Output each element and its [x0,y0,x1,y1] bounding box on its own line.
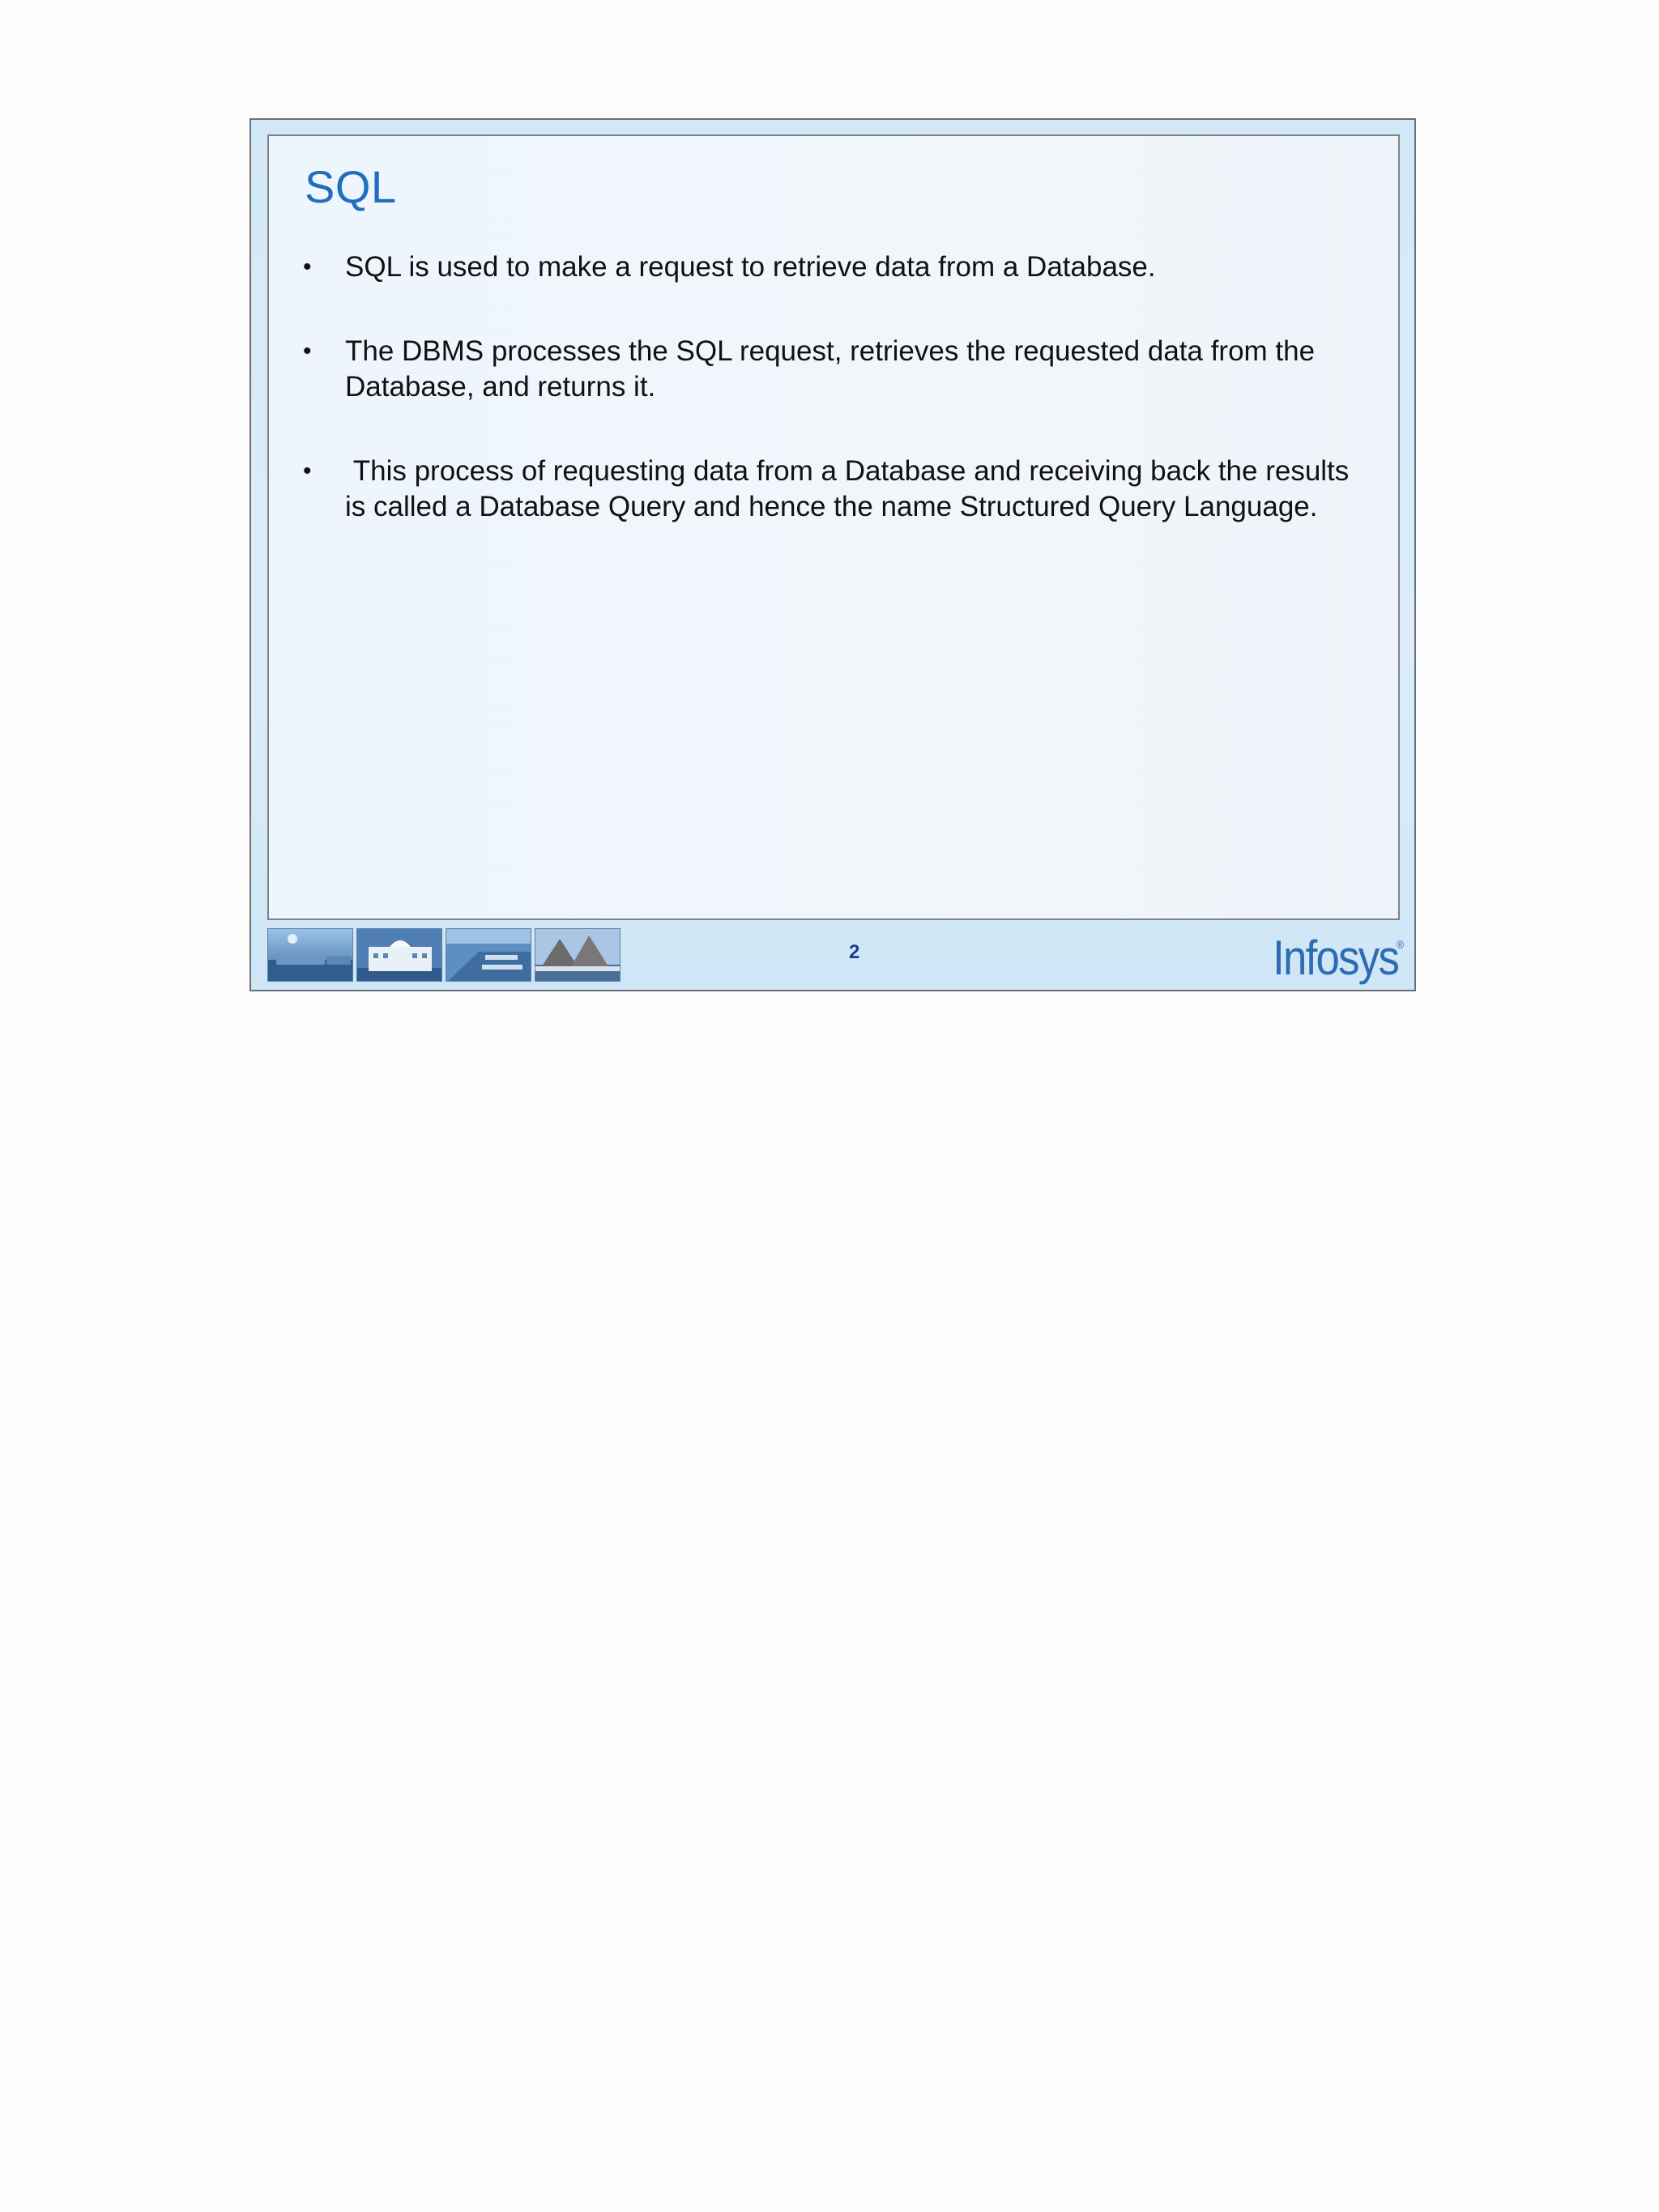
slide-title: SQL [305,161,397,212]
bullet-text: The DBMS processes the SQL request, retrieves the requested data from the Database, and returns it. [345,335,1316,403]
bullet-marker: • [303,254,312,280]
bullet-item [303,454,1364,525]
slide [249,118,1416,991]
pyramid-roof-building-photo [535,928,621,982]
bullet-marker: • [303,458,312,484]
slide-footer [267,927,1403,985]
bullet-marker: • [303,338,312,364]
bullet-item [303,249,1364,285]
page-number: 2 [849,941,860,963]
bullet-text: SQL is used to make a request to retrieve data from a Database. [345,251,1156,283]
registered-mark: ® [1396,938,1403,951]
bullet-text: This process of requesting data from a Database and receiving back the results is called a Database Query and hence the name Structured Query Language. [345,455,1358,522]
bullet-list [303,249,1364,573]
slide-content-area [267,134,1400,920]
bullet-item [303,334,1364,405]
footer-photo-strip [267,928,621,982]
white-building-photo [356,928,442,982]
logo-wordmark: Infosys [1273,931,1398,985]
infosys-logo [1273,930,1403,986]
campus-building-photo [267,928,353,982]
office-interior-photo [446,928,531,982]
